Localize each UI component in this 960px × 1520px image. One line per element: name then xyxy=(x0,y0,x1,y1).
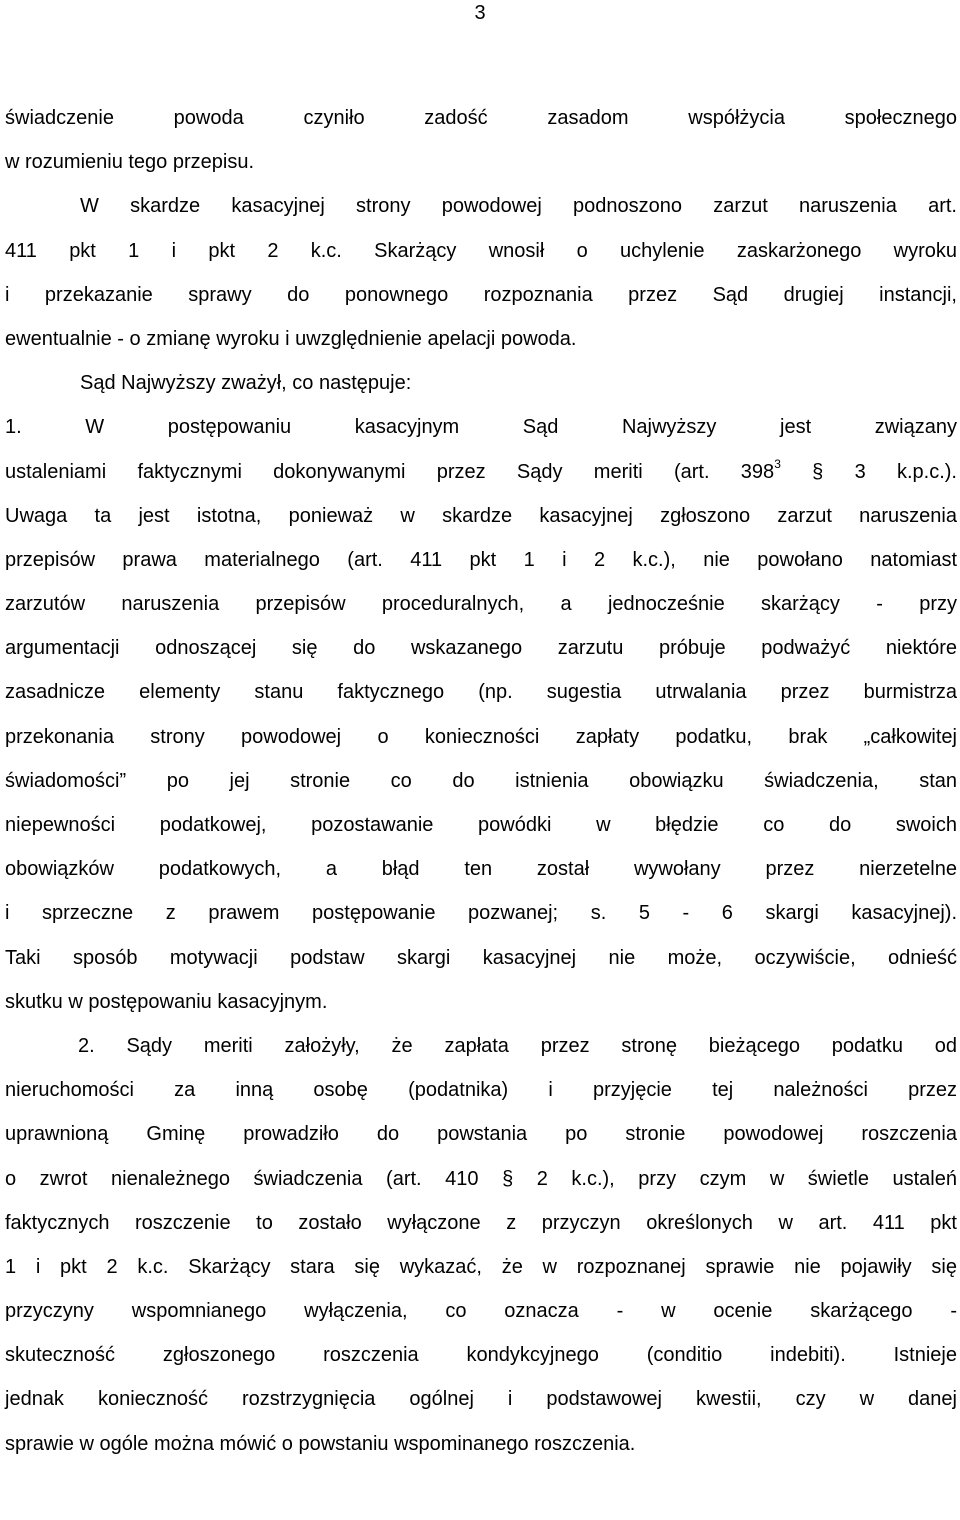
text-line: jednak konieczność rozstrzygnięcia ogólnej i podstawowej kwestii, czy w danej xyxy=(5,1388,957,1411)
text-line: obowiązków podatkowych, a błąd ten został wywołany przez nierzetelne xyxy=(5,858,957,881)
text-line: ewentualnie - o zmianę wyroku i uwzględnienie apelacji powoda. xyxy=(5,327,577,350)
section-heading: Sąd Najwyższy zważył, co następuje: xyxy=(80,372,412,395)
text-line: przekonania strony powodowej o konieczności zapłaty podatku, brak „całkowitej xyxy=(5,725,957,748)
text-line: o zwrot nienależnego świadczenia (art. 410 § 2 k.c.), przy czym w świetle ustaleń xyxy=(5,1167,957,1190)
text-line: faktycznych roszczenie to zostało wyłączone z przyczyn określonych w art. 411 pkt xyxy=(5,1211,957,1234)
text-line: sprawie w ogóle można mówić o powstaniu wspominanego roszczenia. xyxy=(5,1432,636,1455)
text-line: 1 i pkt 2 k.c. Skarżący stara się wykazać, że w rozpoznanej sprawie nie pojawiły się xyxy=(5,1255,957,1278)
text-line: 2. Sądy meriti założyły, że zapłata przez stronę bieżącego podatku od xyxy=(78,1034,957,1057)
text-line: Taki sposób motywacji podstaw skargi kasacyjnej nie może, oczywiście, odnieść xyxy=(5,946,957,969)
page-number: 3 xyxy=(474,2,486,24)
text-line: W skardze kasacyjnej strony powodowej podnoszono zarzut naruszenia art. xyxy=(80,195,957,218)
text-line: argumentacji odnoszącej się do wskazanego zarzutu próbuje podważyć niektóre xyxy=(5,637,957,660)
text-line: przepisów prawa materialnego (art. 411 pkt 1 i 2 k.c.), nie powołano natomiast xyxy=(5,548,957,571)
text-line: skuteczność zgłoszonego roszczenia kondykcyjnego (conditio indebiti). Istnieje xyxy=(5,1344,957,1367)
text-line: zarzutów naruszenia przepisów proceduralnych, a jednocześnie skarżący - przy xyxy=(5,593,957,616)
text-line: nieruchomości za inną osobę (podatnika) i przyjęcie tej należności przez xyxy=(5,1079,957,1102)
text-line: w rozumieniu tego przepisu. xyxy=(5,151,255,174)
text-line: uprawnioną Gminę prowadziło do powstania po stronie powodowej roszczenia xyxy=(5,1123,957,1146)
text-line: skutku w postępowaniu kasacyjnym. xyxy=(5,990,328,1013)
text-line: świadczenie powoda czyniło zadość zasadom współżycia społecznego xyxy=(5,107,957,129)
text-line: i przekazanie sprawy do ponownego rozpoznania przez Sąd drugiej instancji, xyxy=(5,283,957,306)
text-line: zasadnicze elementy stanu faktycznego (np. sugestia utrwalania przez burmistrza xyxy=(5,681,957,704)
text-line: 411 pkt 1 i pkt 2 k.c. Skarżący wnosił o uchylenie zaskarżonego wyroku xyxy=(5,239,957,262)
text-line: świadomości” po jej stronie co do istnienia obowiązku świadczenia, stan xyxy=(5,769,957,792)
text-line: Uwaga ta jest istotna, ponieważ w skardze kasacyjnej zgłoszono zarzut naruszenia xyxy=(5,504,957,527)
text-line: 1. W postępowaniu kasacyjnym Sąd Najwyższy jest związany xyxy=(5,416,957,439)
text-line: przyczyny wspomnianego wyłączenia, co oznacza - w ocenie skarżącego - xyxy=(5,1300,957,1323)
text-line: niepewności podatkowej, pozostawanie powódki w błędzie co do swoich xyxy=(5,814,957,836)
text-line: ustaleniami faktycznymi dokonywanymi przez Sądy meriti (art. $398^3$ § 3 k.p.c.). xyxy=(5,456,957,483)
text-line: i sprzeczne z prawem postępowanie pozwanej; s. 5 - 6 skargi kasacyjnej). xyxy=(5,902,957,925)
superscript: 3 xyxy=(774,456,781,471)
document-body xyxy=(5,96,957,1466)
